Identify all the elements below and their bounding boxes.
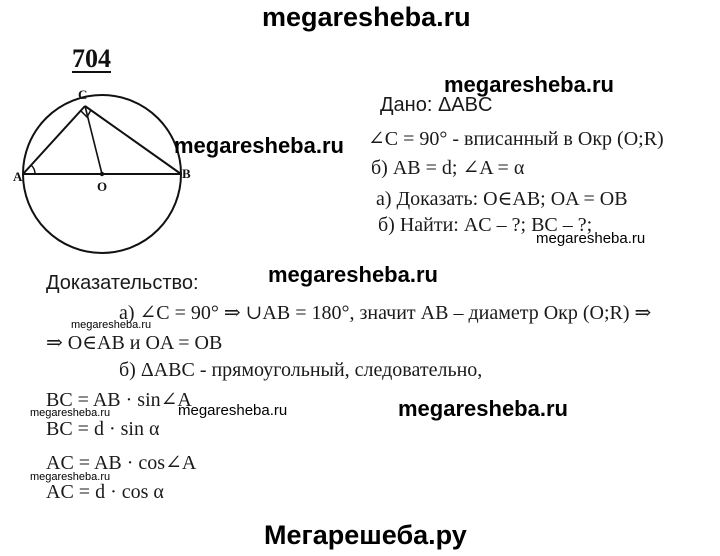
watermark-figure: megaresheba.ru (174, 133, 344, 158)
given-line-4: а) Доказать: O∈AB; OA = OB (376, 188, 628, 210)
given-line-2: ∠C = 90° - вписанный в Окр (O;R) (368, 128, 664, 150)
side-ac (23, 106, 85, 174)
watermark-bottom: Мегарешеба.ру (264, 520, 467, 550)
watermark-find: megaresheba.ru (536, 230, 646, 247)
label-b: B (182, 166, 191, 181)
given-line-1: Дано: ΔABC (380, 94, 493, 116)
geometry-figure (10, 80, 210, 270)
proof-line-a1: а) ∠C = 90° ⇒ ∪AB = 180°, значит AB – диаметр Окр (O;R) ⇒ (119, 302, 652, 324)
given-line-3: б) AB = d; ∠A = α (371, 157, 525, 179)
watermark-proof: megaresheba.ru (268, 262, 438, 287)
watermark-small-a: megaresheba.ru (71, 319, 152, 331)
proof-heading: Доказательство: (46, 272, 199, 294)
label-a: A (13, 169, 23, 184)
watermark-small-bc: megaresheba.ru (30, 407, 111, 419)
center-point (100, 172, 104, 176)
watermark-bc-right: megaresheba.ru (398, 396, 568, 421)
angle-a-arc (31, 165, 35, 174)
proof-line-a2: ⇒ O∈AB и OA = OB (46, 332, 223, 354)
label-o: O (97, 179, 108, 194)
proof-line-b: б) ΔABC - прямоугольный, следовательно, (119, 359, 483, 381)
formula-ac-2: AC = d · cos α (46, 481, 164, 503)
formula-bc-2: BC = d · sin α (46, 418, 160, 440)
watermark-bc-mid: megaresheba.ru (178, 402, 288, 419)
problem-number: 704 (72, 44, 111, 73)
watermark-small-ac: megaresheba.ru (30, 471, 111, 483)
label-c: C (78, 87, 88, 102)
given-line-5: б) Найти: AC – ?; BC – ?; (378, 214, 593, 236)
formula-bc-1: BC = AB · sin∠A (46, 389, 192, 411)
formula-ac-1: AC = AB · cos∠A (46, 452, 197, 474)
watermark-given: megaresheba.ru (444, 72, 614, 97)
watermark-top: megaresheba.ru (262, 2, 471, 32)
